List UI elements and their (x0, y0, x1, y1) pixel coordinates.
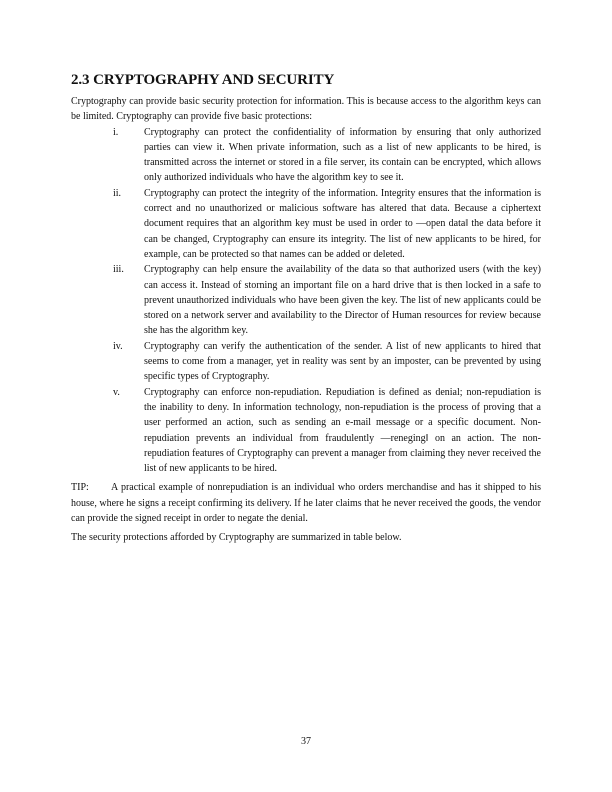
page-content (71, 72, 541, 546)
list-item-number: iv. (113, 340, 123, 352)
list-item-text: Cryptography can enforce non-repudiation. Repudiation is defined as denial; non-repudiation is the inability to deny. In information technology, non-repudiation is the process of proving that a user performed an action, such as sending an e-mail message or a specific document. Non-repudiation prevents an individual from fraudulently ―reneging‖ on an action. The non-repudiation features of Cryptography can prevent a manager from claiming they never received the list of new applicants to be hired. (144, 386, 541, 475)
list-item-number: iii. (113, 264, 124, 276)
list-item-number: i. (113, 126, 119, 138)
tip-text: A practical example of nonrepudiation is an individual who orders merchandise and has it shipped to his house, where he signs a receipt confirming its delivery. If he later claims that he never received the goods, the vendor can provide the signed receipt in order to negate the denial. (71, 482, 541, 525)
list-item (71, 262, 541, 338)
protections-list (71, 125, 541, 477)
section-heading: 2.3 CRYPTOGRAPHY AND SECURITY (71, 72, 335, 88)
tip-paragraph (71, 480, 541, 526)
list-item (71, 125, 541, 186)
list-item-number: v. (113, 386, 120, 398)
list-item (71, 186, 541, 262)
page-number: 37 (301, 736, 311, 747)
list-item-text: Cryptography can protect the integrity of the information. Integrity ensures that the information is correct and no unauthorized or malicious software has altered that data. Because a ciphertext document requires that an algorithm key must be used in order to ―open data‖ the data before it can be changed, Cryptography can ensure its integrity. The list of new applicants to be hired, for example, can be protected so that names can be added or deleted. (144, 187, 541, 260)
list-item-text: Cryptography can verify the authentication of the sender. A list of new applicants to hired that seems to come from a manager, yet in reality was sent by an imposter, can be prevented by using specific types of Cryptography. (144, 340, 541, 383)
intro-paragraph: Cryptography can provide basic security protection for information. This is because access to the algorithm keys can be limited. Cryptography can provide five basic protections: (71, 96, 541, 123)
list-item-text: Cryptography can protect the confidentiality of information by ensuring that only authorized parties can view it. When private information, such as a list of new applicants to be hired, is transmitted across the internet or stored in a file server, its contain can be encrypted, which allows only authorized individuals who have the algorithm key to see it. (144, 126, 541, 184)
summary-paragraph: The security protections afforded by Cryptography are summarized in table below. (71, 532, 402, 544)
tip-label: TIP: (71, 482, 89, 494)
list-item (71, 339, 541, 385)
list-item-text: Cryptography can help ensure the availability of the data so that authorized users (with the key) can access it. Instead of storning an important file on a hard drive that is then locked in a safe to prevent unauthorized individuals who have been given the key. The list of new applicants could be stored on a network server and availability to the Director of Human resources for review because she has the algorithm key. (144, 264, 541, 337)
list-item-number: ii. (113, 187, 122, 199)
list-item (71, 385, 541, 477)
